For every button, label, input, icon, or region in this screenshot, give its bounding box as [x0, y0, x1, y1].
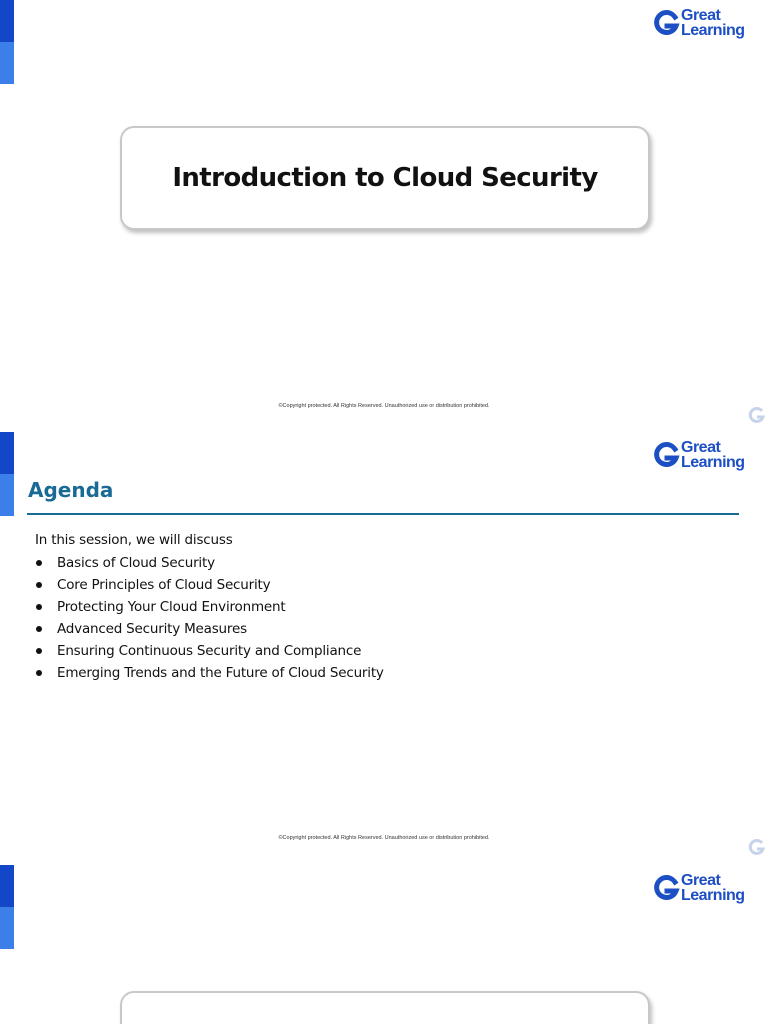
bullet-icon: [36, 670, 42, 676]
bullet-icon: [36, 560, 42, 566]
list-item-label: Advanced Security Measures: [57, 621, 247, 637]
list-item: [35, 554, 384, 576]
slide-next: [0, 865, 768, 1024]
accent-bar-light: [0, 907, 14, 949]
list-item-label: Protecting Your Cloud Environment: [57, 599, 286, 615]
accent-bar-dark: [0, 432, 14, 474]
g-logo-icon: [654, 8, 680, 40]
list-item-label: Basics of Cloud Security: [57, 555, 215, 571]
list-item: [35, 576, 384, 598]
heading-divider: [27, 513, 739, 515]
list-item-label: Emerging Trends and the Future of Cloud Security: [57, 665, 384, 681]
logo-word-great: Great: [681, 872, 721, 889]
copyright-notice: ©Copyright protected. All Rights Reserved. Unauthorized use or distribution prohibited.: [278, 835, 490, 841]
great-learning-logo: [654, 440, 752, 474]
logo-word-learning: Learning: [681, 887, 745, 904]
logo-word-learning: Learning: [681, 454, 745, 471]
bullet-icon: [36, 582, 42, 588]
slide-title-text: Introduction to Cloud Security: [172, 163, 598, 193]
title-box: [120, 991, 650, 1024]
corner-g-icon: [748, 836, 766, 858]
logo-word-great: Great: [681, 7, 721, 24]
list-item: [35, 620, 384, 642]
slide-agenda: [0, 432, 768, 865]
corner-g-icon: [748, 404, 766, 426]
list-item: [35, 598, 384, 620]
slide-title: [0, 0, 768, 432]
great-learning-logo: [654, 8, 752, 42]
accent-bar-light: [0, 474, 14, 516]
agenda-heading: Agenda: [28, 478, 114, 502]
g-logo-icon: [654, 873, 680, 905]
agenda-list: [35, 554, 384, 686]
accent-bar-light: [0, 42, 14, 84]
bullet-icon: [36, 626, 42, 632]
list-item-label: Ensuring Continuous Security and Compliance: [57, 643, 362, 659]
logo-word-great: Great: [681, 439, 721, 456]
list-item-label: Core Principles of Cloud Security: [57, 577, 271, 593]
accent-bar-dark: [0, 865, 14, 907]
accent-bar-dark: [0, 0, 14, 42]
agenda-intro: In this session, we will discuss: [35, 532, 233, 548]
logo-word-learning: Learning: [681, 22, 745, 39]
bullet-icon: [36, 648, 42, 654]
list-item: [35, 642, 384, 664]
list-item: [35, 664, 384, 686]
great-learning-logo: [654, 873, 752, 907]
copyright-notice: ©Copyright protected. All Rights Reserved. Unauthorized use or distribution prohibited.: [278, 403, 490, 409]
g-logo-icon: [654, 440, 680, 472]
title-box: [120, 126, 650, 230]
bullet-icon: [36, 604, 42, 610]
